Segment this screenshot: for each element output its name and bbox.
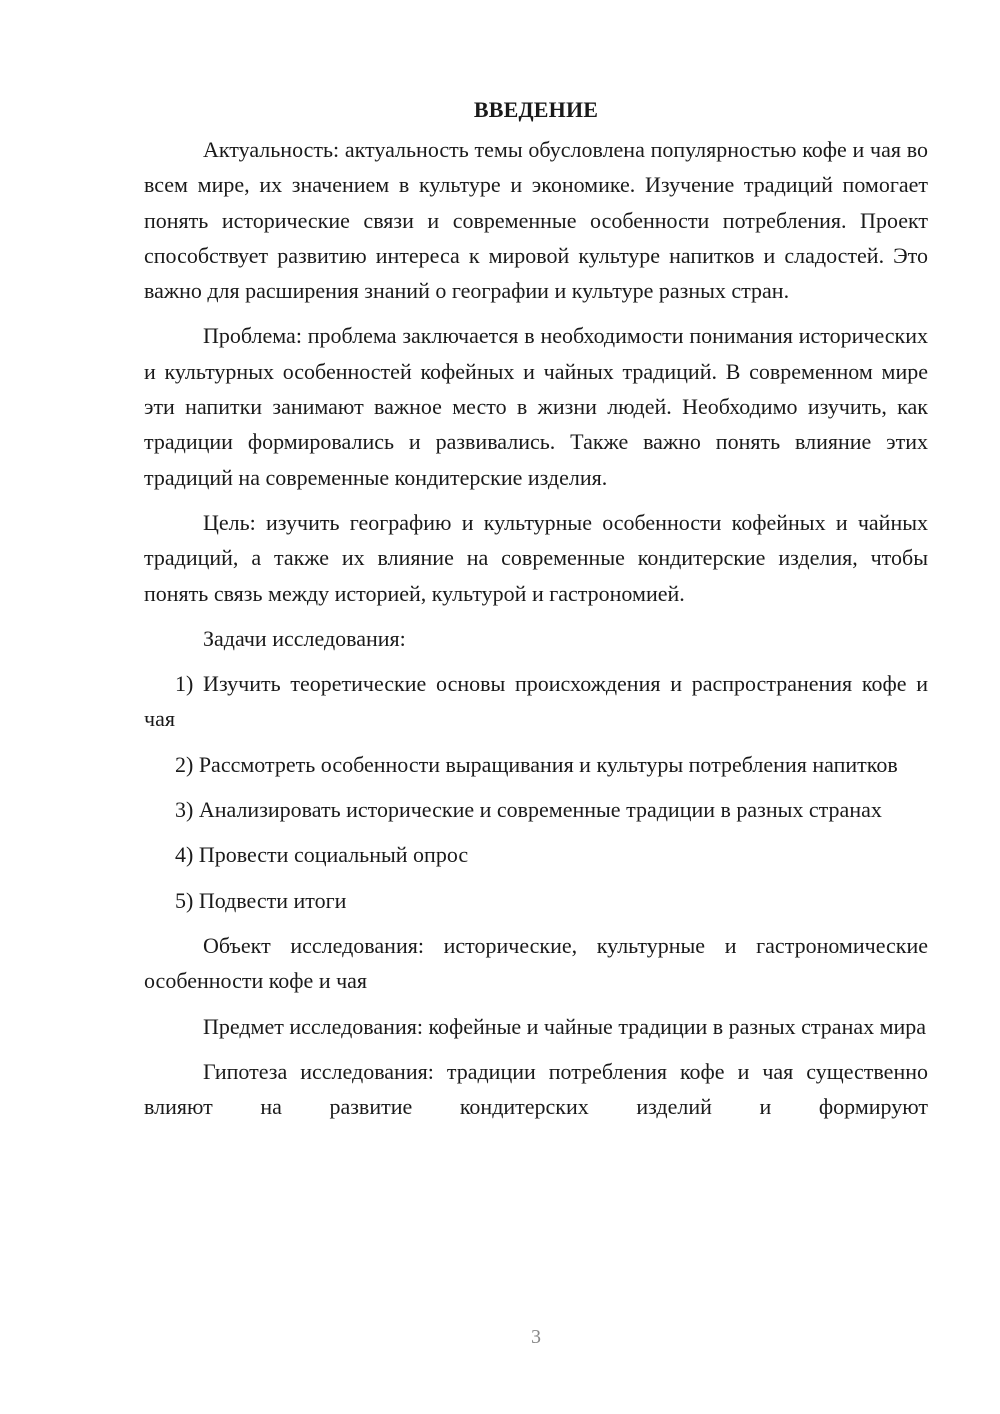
task-item-5: 5) Подвести итоги [175,887,347,913]
task-item-4: 4) Провести социальный опрос [175,842,469,868]
page-number: 3 [531,1326,541,1348]
subject-paragraph: Предмет исследования: кофейные и чайные традиции в разных странах мира [203,1013,927,1039]
hypothesis-paragraph: Гипотеза исследования: традиции потребления кофе и чая существенно влияют на развитие кондитерских изделий и формируют [144,1058,928,1120]
object-paragraph: Объект исследования: исторические, культурные и гастрономические особенности кофе и чая [144,932,928,994]
relevance-paragraph: Актуальность: актуальность темы обусловлена популярностью кофе и чая во всем мире, их значением в культуре и экономике. Изучение традиций помогает понять исторические связи и современные особенности потребления. Проект способствует развитию интереса к мировой культуре напитков и сладостей. Это важно для расширения знаний о географии и культуре разных стран. [144,137,928,304]
task-item-1: 1) Изучить теоретические основы происхождения и распространения кофе и чая [144,671,928,732]
task-item-3: 3) Анализировать исторические и современные традиции в разных странах [175,797,882,823]
section-title: ВВЕДЕНИЕ [473,97,599,122]
page-content [144,92,928,1124]
task-item-2: 2) Рассмотреть особенности выращивания и культуры потребления напитков [175,751,898,777]
tasks-heading: Задачи исследования: [203,625,406,651]
goal-paragraph: Цель: изучить географию и культурные особенности кофейных и чайных традиций, а также их влияние на современные кондитерские изделия, чтобы понять связь между историей, культурой и гастрономией. [144,509,928,606]
problem-paragraph: Проблема: проблема заключается в необходимости понимания исторических и культурных особенностей кофейных и чайных традиций. В современном мире эти напитки занимают важное место в жизни людей. Необходимо изучить, как традиции формировались и развивались. Также важно понять влияние этих традиций на современные кондитерские изделия. [144,323,928,490]
